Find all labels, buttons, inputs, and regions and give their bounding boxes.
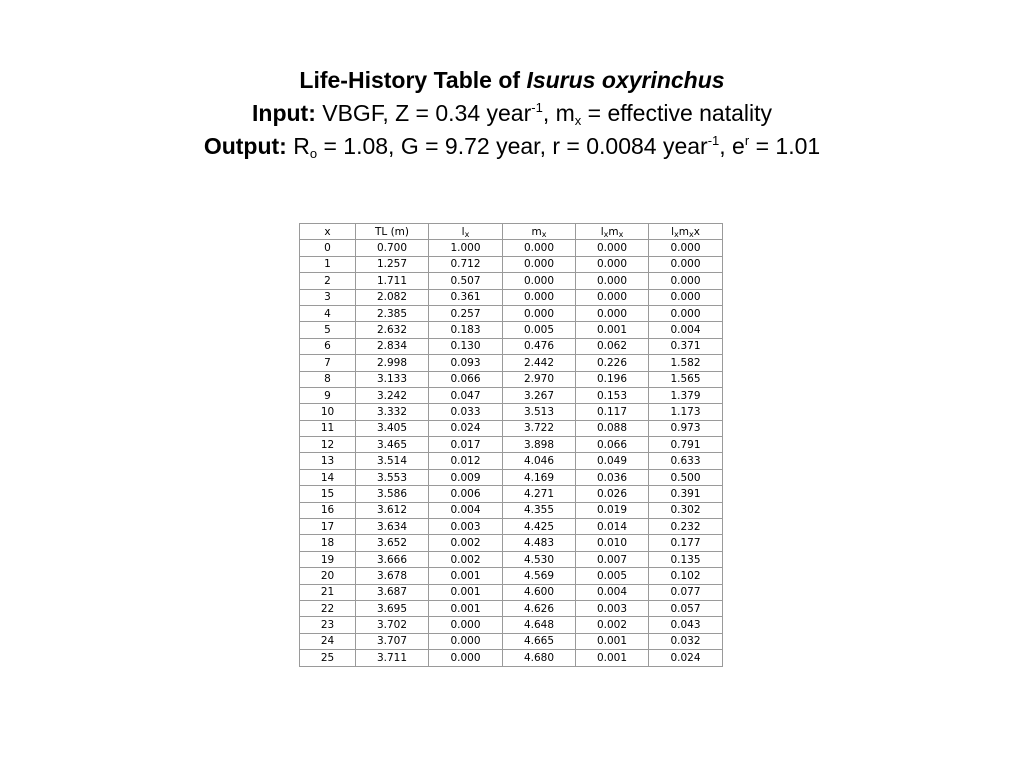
cell-lx: 0.183 [429,322,503,338]
cell-lxmxx: 0.043 [649,617,723,633]
cell-age: 8 [300,371,356,387]
table-body [300,240,723,666]
cell-lxmxx: 1.565 [649,371,723,387]
cell-tl: 2.834 [356,338,429,354]
cell-lxmx: 0.002 [576,617,649,633]
title-prefix: Life-History Table of [299,67,527,93]
cell-lxmx: 0.066 [576,437,649,453]
cell-tl: 3.687 [356,584,429,600]
cell-lx: 0.000 [429,633,503,649]
cell-tl: 3.405 [356,420,429,436]
cell-tl: 3.678 [356,568,429,584]
cell-lxmx: 0.000 [576,289,649,305]
cell-lx: 0.004 [429,502,503,518]
cell-lxmxx: 0.973 [649,420,723,436]
cell-lxmx: 0.049 [576,453,649,469]
table-row [300,371,723,387]
table-row [300,355,723,371]
cell-tl: 3.695 [356,600,429,616]
cell-age: 5 [300,322,356,338]
cell-lxmx: 0.036 [576,469,649,485]
table-row [300,584,723,600]
table-row [300,519,723,535]
cell-lxmx: 0.062 [576,338,649,354]
cell-tl: 3.707 [356,633,429,649]
table-row [300,469,723,485]
cell-tl: 3.133 [356,371,429,387]
cell-mx: 0.005 [503,322,576,338]
cell-tl: 3.465 [356,437,429,453]
cell-mx: 2.442 [503,355,576,371]
slide-title-block [0,64,1024,163]
cell-lxmx: 0.026 [576,486,649,502]
input-label: Input: [252,100,316,126]
cell-mx: 0.000 [503,289,576,305]
cell-mx: 4.355 [503,502,576,518]
cell-lx: 0.009 [429,469,503,485]
cell-tl: 1.711 [356,273,429,289]
cell-lxmx: 0.007 [576,551,649,567]
header-lx [429,224,503,240]
cell-tl: 2.632 [356,322,429,338]
cell-lx: 1.000 [429,240,503,256]
cell-mx: 0.476 [503,338,576,354]
cell-lx: 0.001 [429,584,503,600]
cell-mx: 4.665 [503,633,576,649]
header-lxmxx [649,224,723,240]
cell-lx: 0.002 [429,551,503,567]
cell-mx: 3.513 [503,404,576,420]
cell-mx: 0.000 [503,240,576,256]
table-row [300,535,723,551]
cell-lx: 0.006 [429,486,503,502]
cell-mx: 4.626 [503,600,576,616]
cell-age: 12 [300,437,356,453]
table-row [300,338,723,354]
cell-lxmxx: 0.135 [649,551,723,567]
table-row [300,289,723,305]
table-row [300,600,723,616]
cell-mx: 3.722 [503,420,576,436]
cell-lxmxx: 0.057 [649,600,723,616]
cell-lxmx: 0.088 [576,420,649,436]
cell-age: 0 [300,240,356,256]
cell-lxmxx: 0.004 [649,322,723,338]
cell-lx: 0.003 [429,519,503,535]
table-row [300,568,723,584]
cell-lx: 0.257 [429,305,503,321]
m-separator: , m [542,100,575,126]
cell-age: 15 [300,486,356,502]
cell-lxmxx: 1.173 [649,404,723,420]
cell-lxmxx: 0.232 [649,519,723,535]
cell-age: 17 [300,519,356,535]
r-subscript: o [309,146,318,161]
cell-lxmx: 0.117 [576,404,649,420]
cell-lxmx: 0.005 [576,568,649,584]
cell-lxmxx: 0.391 [649,486,723,502]
cell-mx: 4.569 [503,568,576,584]
cell-tl: 3.666 [356,551,429,567]
cell-lx: 0.507 [429,273,503,289]
cell-mx: 4.483 [503,535,576,551]
cell-age: 3 [300,289,356,305]
table-row [300,305,723,321]
cell-lxmx: 0.000 [576,305,649,321]
table-row [300,322,723,338]
cell-age: 22 [300,600,356,616]
cell-lxmxx: 0.000 [649,289,723,305]
cell-age: 14 [300,469,356,485]
header-lxmxx-m: m [678,225,689,238]
cell-age: 10 [300,404,356,420]
r-main: R [286,133,310,159]
header-mx [503,224,576,240]
header-mx-sub: x [541,229,547,239]
cell-lxmxx: 1.379 [649,387,723,403]
table-row [300,633,723,649]
cell-lxmxx: 0.102 [649,568,723,584]
cell-age: 1 [300,256,356,272]
table-row [300,453,723,469]
e-part: , e [719,133,745,159]
header-x: x [300,224,356,240]
cell-mx: 3.898 [503,437,576,453]
species-name: Isurus oxyrinchus [526,67,725,93]
cell-lxmx: 0.196 [576,371,649,387]
cell-mx: 4.425 [503,519,576,535]
cell-lxmx: 0.000 [576,273,649,289]
header-lxmx-m: m [608,225,619,238]
cell-lx: 0.033 [429,404,503,420]
cell-lxmx: 0.001 [576,633,649,649]
header-lxmx-lsub: x [603,229,609,239]
cell-lxmxx: 0.633 [649,453,723,469]
cell-lxmxx: 0.000 [649,273,723,289]
life-history-table-wrap [299,223,723,667]
header-lxmxx-lsub: x [674,229,679,239]
cell-lx: 0.017 [429,437,503,453]
table-row [300,420,723,436]
cell-lxmxx: 0.371 [649,338,723,354]
header-lxmx-l: l [600,225,604,238]
life-history-table [299,223,723,667]
table-row [300,650,723,666]
header-lxmxx-msub: x [688,229,694,239]
cell-mx: 4.648 [503,617,576,633]
cell-lxmxx: 0.024 [649,650,723,666]
cell-mx: 4.680 [503,650,576,666]
cell-lx: 0.047 [429,387,503,403]
cell-tl: 3.702 [356,617,429,633]
cell-mx: 4.600 [503,584,576,600]
cell-lxmxx: 0.177 [649,535,723,551]
cell-lxmx: 0.003 [576,600,649,616]
output-label: Output: [203,133,287,159]
cell-lxmx: 0.019 [576,502,649,518]
header-lx-sub: x [464,229,470,239]
z-exponent: -1 [531,100,543,115]
output-values: = 1.08, G = 9.72 year, r = 0.0084 year [317,133,708,159]
cell-tl: 3.586 [356,486,429,502]
cell-age: 7 [300,355,356,371]
cell-tl: 2.082 [356,289,429,305]
table-row [300,387,723,403]
cell-mx: 4.530 [503,551,576,567]
cell-lx: 0.093 [429,355,503,371]
r-exponent: -1 [707,133,720,148]
cell-tl: 2.998 [356,355,429,371]
cell-tl: 3.553 [356,469,429,485]
cell-age: 23 [300,617,356,633]
cell-lxmxx: 0.077 [649,584,723,600]
cell-lxmxx: 0.032 [649,633,723,649]
cell-age: 18 [300,535,356,551]
title-line [0,64,1024,97]
cell-lx: 0.024 [429,420,503,436]
cell-lxmx: 0.153 [576,387,649,403]
header-lxmx-msub: x [618,229,624,239]
header-lxmxx-l: l [671,225,674,238]
cell-tl: 3.332 [356,404,429,420]
header-mx-base: m [531,225,542,238]
header-lxmxx-x: x [693,225,700,238]
cell-age: 19 [300,551,356,567]
cell-lx: 0.712 [429,256,503,272]
header-lxmx [576,224,649,240]
cell-age: 6 [300,338,356,354]
cell-age: 16 [300,502,356,518]
table-row [300,551,723,567]
cell-tl: 3.634 [356,519,429,535]
cell-lx: 0.066 [429,371,503,387]
cell-tl: 3.514 [356,453,429,469]
cell-mx: 4.169 [503,469,576,485]
table-row [300,256,723,272]
table-header-row [300,224,723,240]
cell-lx: 0.130 [429,338,503,354]
cell-tl: 3.242 [356,387,429,403]
output-line [0,130,1024,163]
cell-lxmx: 0.001 [576,322,649,338]
cell-tl: 1.257 [356,256,429,272]
m-definition: = effective natality [581,100,772,126]
cell-mx: 3.267 [503,387,576,403]
cell-lx: 0.361 [429,289,503,305]
cell-lxmx: 0.010 [576,535,649,551]
table-row [300,486,723,502]
vbgf-z-text: VBGF, Z = 0.34 year [315,100,532,126]
cell-lx: 0.000 [429,617,503,633]
table-row [300,617,723,633]
cell-mx: 2.970 [503,371,576,387]
cell-tl: 3.612 [356,502,429,518]
cell-lx: 0.012 [429,453,503,469]
cell-age: 9 [300,387,356,403]
cell-tl: 3.652 [356,535,429,551]
cell-lx: 0.002 [429,535,503,551]
cell-lxmx: 0.004 [576,584,649,600]
cell-lxmx: 0.014 [576,519,649,535]
cell-age: 13 [300,453,356,469]
m-subscript: x [574,113,582,128]
cell-tl: 3.711 [356,650,429,666]
cell-tl: 0.700 [356,240,429,256]
cell-lxmxx: 0.000 [649,305,723,321]
table-row [300,240,723,256]
header-lx-base: l [461,225,465,238]
table-row [300,437,723,453]
cell-age: 24 [300,633,356,649]
cell-lxmxx: 0.000 [649,240,723,256]
input-line [0,97,1024,130]
cell-age: 2 [300,273,356,289]
table-row [300,273,723,289]
cell-lxmx: 0.001 [576,650,649,666]
cell-lxmxx: 1.582 [649,355,723,371]
cell-tl: 2.385 [356,305,429,321]
cell-age: 4 [300,305,356,321]
e-superscript: r [744,133,750,148]
cell-lxmxx: 0.302 [649,502,723,518]
cell-lxmx: 0.000 [576,256,649,272]
cell-lxmx: 0.000 [576,240,649,256]
cell-age: 21 [300,584,356,600]
cell-mx: 0.000 [503,273,576,289]
cell-lxmxx: 0.791 [649,437,723,453]
table-row [300,404,723,420]
e-value: = 1.01 [749,133,821,159]
cell-age: 20 [300,568,356,584]
cell-mx: 0.000 [503,256,576,272]
cell-mx: 4.046 [503,453,576,469]
cell-mx: 0.000 [503,305,576,321]
cell-lx: 0.001 [429,600,503,616]
cell-lxmxx: 0.000 [649,256,723,272]
cell-lxmx: 0.226 [576,355,649,371]
cell-mx: 4.271 [503,486,576,502]
header-tl: TL (m) [356,224,429,240]
cell-lx: 0.001 [429,568,503,584]
cell-age: 11 [300,420,356,436]
cell-lxmxx: 0.500 [649,469,723,485]
cell-age: 25 [300,650,356,666]
cell-lx: 0.000 [429,650,503,666]
table-row [300,502,723,518]
